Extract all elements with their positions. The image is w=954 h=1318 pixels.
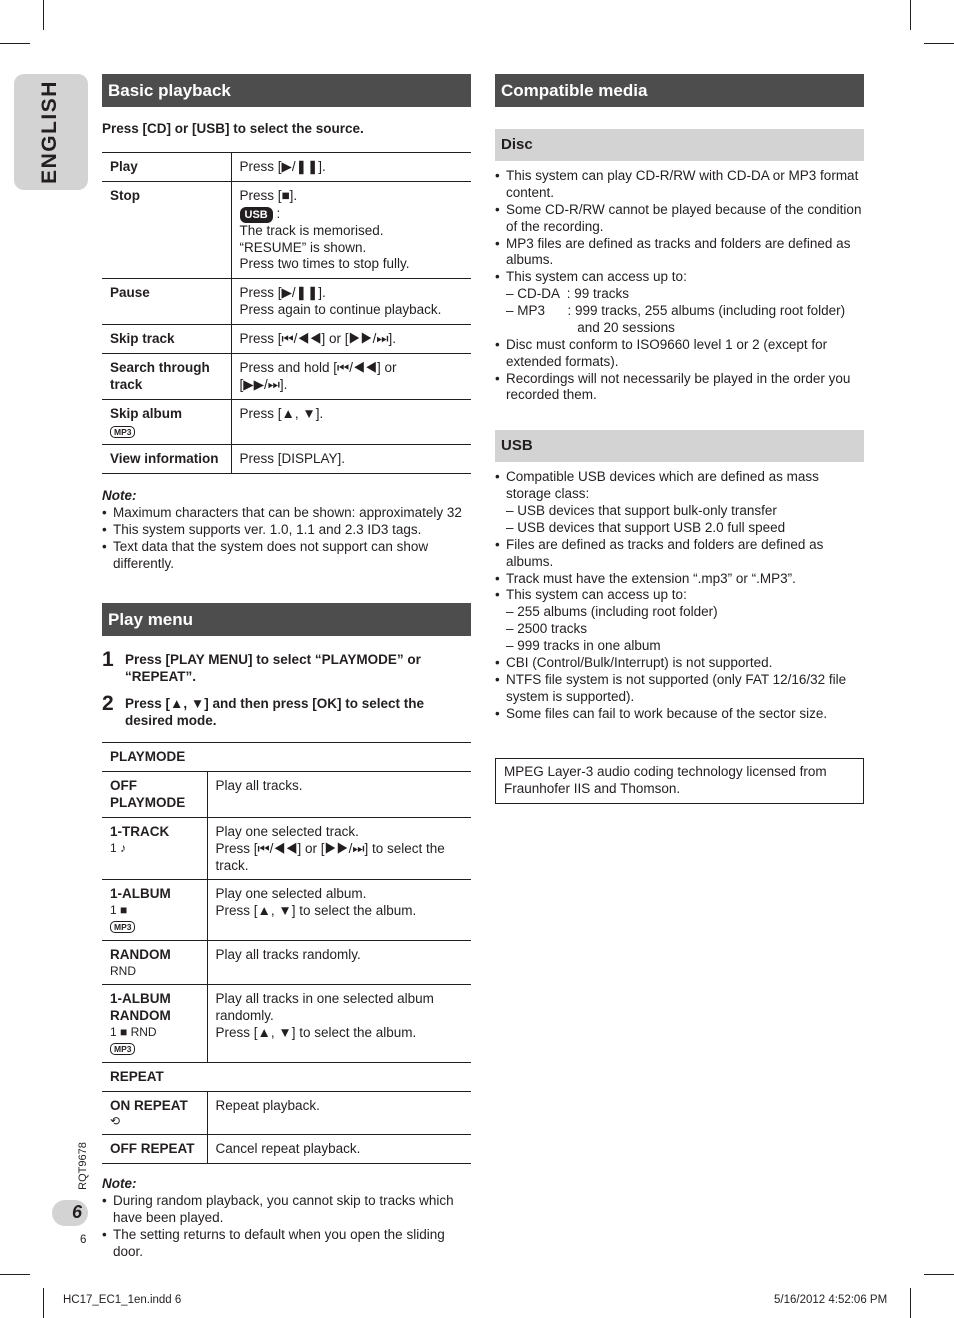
list-item-text: • Some CD-R/RW cannot be played because of the condition of the recording. bbox=[506, 201, 862, 234]
list-subitem: – 255 albums (including root folder) bbox=[506, 604, 718, 620]
mp3-badge: MP3 bbox=[110, 1043, 135, 1055]
page-number: 6 bbox=[72, 1202, 83, 1222]
row-value-cell bbox=[207, 817, 471, 880]
step-1 bbox=[102, 647, 471, 686]
usb-badge: USB bbox=[240, 207, 273, 223]
row-key-cell bbox=[102, 772, 207, 818]
row-value-line: Play all tracks. bbox=[215, 778, 303, 793]
repeat-header bbox=[102, 1062, 471, 1091]
list-item-text: • This system can access up to: bbox=[506, 587, 687, 603]
row-key: Stop bbox=[110, 187, 140, 203]
mode-name: OFF PLAYMODE bbox=[110, 778, 186, 810]
right-column bbox=[495, 74, 864, 722]
row-value-line: Press [▲, ▼]. bbox=[239, 405, 324, 421]
row-key-cell bbox=[102, 1135, 207, 1164]
list-item-text: • Some files can fail to work because of the sector size. bbox=[506, 705, 828, 721]
note-item: • Maximum characters that can be shown: approximately 32 bbox=[102, 505, 471, 522]
list-item bbox=[495, 537, 864, 571]
row-value-cell bbox=[207, 1091, 471, 1135]
repeat-header-cell bbox=[102, 1062, 471, 1091]
row-value-cell bbox=[207, 941, 471, 985]
list-item bbox=[495, 571, 864, 588]
row-key: View information bbox=[110, 451, 219, 467]
mode-name: OFF REPEAT bbox=[110, 1141, 195, 1157]
note-item: • This system supports ver. 1.0, 1.1 and 2.3 ID3 tags. bbox=[102, 522, 471, 539]
table-row bbox=[102, 353, 471, 399]
mode-name: RANDOM bbox=[110, 947, 171, 963]
step-2-text: Press [▲, ▼] and then press [OK] to select the desired mode. bbox=[125, 696, 425, 729]
table-row bbox=[102, 399, 471, 445]
list-item-text: • Disc must conform to ISO9660 level 1 or 2 (except for extended formats). bbox=[506, 336, 828, 369]
crop-mark bbox=[924, 1274, 954, 1275]
crop-mark bbox=[924, 43, 954, 44]
row-key-cell bbox=[102, 1091, 207, 1135]
mode-name: 1-ALBUM RANDOM bbox=[110, 991, 171, 1023]
row-value-cell bbox=[231, 353, 471, 399]
play-menu-note-title: Note: bbox=[102, 1176, 137, 1192]
row-value-line: Cancel repeat playback. bbox=[215, 1141, 361, 1157]
table-row bbox=[102, 1091, 471, 1135]
mode-indicator: 1 ■ bbox=[110, 903, 128, 918]
list-item bbox=[495, 655, 864, 672]
row-value-cell bbox=[231, 181, 471, 279]
page-number-small: 6 bbox=[80, 1234, 87, 1246]
disc-title: Disc bbox=[495, 129, 864, 161]
row-key-cell bbox=[102, 353, 231, 399]
basic-playback-table bbox=[102, 152, 471, 474]
row-value-cell bbox=[231, 399, 471, 445]
table-row bbox=[102, 817, 471, 880]
row-value-line: Press again to continue playback. bbox=[239, 302, 442, 318]
list-item bbox=[495, 236, 864, 270]
list-item-text: • NTFS file system is not supported (only FAT 12/16/32 file system is supported). bbox=[506, 671, 847, 704]
note-item: • Text data that the system does not support can show differently. bbox=[102, 539, 471, 573]
table-row bbox=[102, 941, 471, 985]
mode-indicator: ⟲ bbox=[110, 1114, 121, 1129]
list-subitem: – CD-DA : 99 tracks bbox=[506, 286, 630, 302]
list-subitem: – USB devices that support USB 2.0 full speed bbox=[506, 519, 786, 535]
usb-badge-line: USB : bbox=[240, 205, 464, 223]
list-item-text: • This system can access up to: bbox=[506, 269, 687, 285]
mode-indicator: 1 ■ RND bbox=[110, 1024, 157, 1039]
license-text: MPEG Layer-3 audio coding technology licensed from Fraunhofer IIS and Thomson. bbox=[504, 764, 827, 796]
row-value-line: Press and hold [⏮/◀◀] or bbox=[239, 359, 397, 375]
row-value-line: Play all tracks in one selected album randomly. bbox=[215, 991, 434, 1023]
row-key-cell bbox=[102, 399, 231, 445]
row-key-cell bbox=[102, 880, 207, 941]
row-value-line: Play one selected album. bbox=[215, 886, 367, 902]
page-number-badge bbox=[52, 1200, 88, 1226]
mode-indicator: RND bbox=[110, 964, 136, 978]
row-value-cell bbox=[231, 325, 471, 354]
crop-mark bbox=[0, 1274, 30, 1275]
crop-mark bbox=[0, 43, 30, 44]
row-value-line: “RESUME” is shown. bbox=[239, 239, 367, 255]
mode-name: 1-ALBUM bbox=[110, 886, 171, 902]
basic-playback-notes bbox=[102, 505, 471, 573]
footer-filename: HC17_EC1_1en.indd 6 bbox=[63, 1294, 182, 1306]
mode-name: 1-TRACK bbox=[110, 823, 170, 839]
row-key-cell bbox=[102, 445, 231, 474]
table-row bbox=[102, 772, 471, 818]
footer-timestamp: 5/16/2012 4:52:06 PM bbox=[774, 1294, 888, 1306]
list-item-text: • Files are defined as tracks and folders are defined as albums. bbox=[506, 536, 824, 569]
row-value-line: Press [DISPLAY]. bbox=[239, 451, 346, 467]
playmode-header-label: PLAYMODE bbox=[110, 749, 186, 765]
compatible-media-title: Compatible media bbox=[495, 74, 864, 107]
row-key-cell bbox=[102, 817, 207, 880]
document-code: RQT9678 bbox=[77, 1142, 90, 1190]
row-value-line: Play one selected track. bbox=[215, 823, 359, 839]
play-menu-title: Play menu bbox=[102, 603, 471, 636]
row-value-line: Press [▲, ▼] to select the album. bbox=[215, 1024, 417, 1040]
list-item bbox=[495, 672, 864, 706]
row-key-cell bbox=[102, 279, 231, 325]
row-key-cell bbox=[102, 181, 231, 279]
repeat-header-label: REPEAT bbox=[110, 1068, 164, 1084]
step-1-text: Press [PLAY MENU] to select “PLAYMODE” or “REPEAT”. bbox=[125, 651, 421, 684]
left-column bbox=[102, 74, 471, 1261]
usb-title: USB bbox=[495, 430, 864, 462]
row-key: Skip album bbox=[110, 405, 183, 421]
row-value-line: The track is memorised. bbox=[239, 222, 384, 238]
crop-mark bbox=[910, 1288, 911, 1318]
table-row bbox=[102, 1135, 471, 1164]
row-value-cell bbox=[207, 985, 471, 1063]
list-item bbox=[495, 337, 864, 371]
table-row bbox=[102, 152, 471, 181]
disc-list bbox=[495, 168, 864, 404]
row-value-line: [▶▶/⏭]. bbox=[239, 376, 288, 392]
list-item bbox=[495, 371, 864, 405]
table-row bbox=[102, 985, 471, 1063]
list-item bbox=[495, 587, 864, 655]
row-value-cell bbox=[207, 1135, 471, 1164]
crop-mark bbox=[43, 1288, 44, 1318]
crop-mark bbox=[910, 0, 911, 30]
basic-playback-title: Basic playback bbox=[102, 74, 471, 107]
step-2 bbox=[102, 692, 471, 730]
mp3-badge: MP3 bbox=[110, 426, 135, 438]
crop-mark bbox=[43, 0, 44, 30]
list-subitem: and 20 sessions bbox=[506, 319, 675, 335]
list-item bbox=[495, 269, 864, 337]
row-value-line: Press two times to stop fully. bbox=[239, 256, 410, 272]
row-value-line: Play all tracks randomly. bbox=[215, 947, 361, 963]
row-value-cell bbox=[231, 279, 471, 325]
row-key-cell bbox=[102, 985, 207, 1063]
mode-name: ON REPEAT bbox=[110, 1097, 188, 1113]
note-item: • During random playback, you cannot skip to tracks which have been played. bbox=[102, 1193, 471, 1227]
list-subitem: – USB devices that support bulk-only transfer bbox=[506, 503, 777, 518]
row-key: Skip track bbox=[110, 331, 175, 346]
row-value-cell bbox=[207, 772, 471, 818]
play-menu-notes bbox=[102, 1193, 471, 1261]
row-value-cell bbox=[207, 880, 471, 941]
row-value-line: Press [■]. bbox=[239, 187, 298, 203]
mp3-badge: MP3 bbox=[110, 921, 135, 933]
list-subitem: – MP3 : 999 tracks, 255 albums (including root folder) bbox=[506, 303, 846, 318]
row-value-line: Press [▲, ▼] to select the album. bbox=[215, 903, 417, 919]
playmode-header-cell bbox=[102, 743, 471, 772]
row-key-cell bbox=[102, 941, 207, 985]
mode-indicator: 1 ♪ bbox=[110, 840, 127, 855]
row-value-line: Press [⏮/◀◀] or [▶▶/⏭]. bbox=[239, 331, 396, 346]
row-value-line: Repeat playback. bbox=[215, 1097, 320, 1113]
list-item bbox=[495, 202, 864, 236]
list-item-text: • Track must have the extension “.mp3” or “.MP3”. bbox=[506, 570, 796, 586]
list-item bbox=[495, 168, 864, 202]
note-item: • The setting returns to default when you open the sliding door. bbox=[102, 1227, 471, 1261]
playmode-header bbox=[102, 743, 471, 772]
row-key: Search through track bbox=[110, 359, 210, 392]
list-item-text: • Recordings will not necessarily be played in the order you recorded them. bbox=[506, 370, 851, 403]
table-row bbox=[102, 325, 471, 354]
playmode-table bbox=[102, 742, 471, 1164]
row-key-cell bbox=[102, 152, 231, 181]
list-item-text: • MP3 files are defined as tracks and folders are defined as albums. bbox=[506, 235, 851, 268]
row-key: Pause bbox=[110, 285, 150, 301]
license-box bbox=[495, 758, 864, 804]
row-value-line: Press [▶/❚❚]. bbox=[239, 285, 326, 301]
list-subitem: – 2500 tracks bbox=[506, 621, 588, 637]
list-item-text: • CBI (Control/Bulk/Interrupt) is not supported. bbox=[506, 654, 773, 670]
row-value-cell bbox=[231, 152, 471, 181]
step-2-number: 2 bbox=[102, 692, 114, 716]
table-row bbox=[102, 181, 471, 279]
table-row bbox=[102, 445, 471, 474]
row-key-cell bbox=[102, 325, 231, 354]
usb-list bbox=[495, 469, 864, 722]
step-1-number: 1 bbox=[102, 647, 114, 671]
row-key: Play bbox=[110, 158, 138, 174]
language-label: ENGLISH bbox=[37, 80, 61, 184]
basic-playback-note-title: Note: bbox=[102, 488, 137, 504]
row-value-line: Press [⏮/◀◀] or [▶▶/⏭] to select the track. bbox=[215, 840, 445, 873]
table-row bbox=[102, 279, 471, 325]
list-item-text: • Compatible USB devices which are defined as mass storage class: bbox=[506, 469, 819, 502]
row-value-line: Press [▶/❚❚]. bbox=[239, 158, 326, 174]
basic-playback-intro: Press [CD] or [USB] to select the source. bbox=[102, 121, 364, 136]
list-item-text: • This system can play CD-R/RW with CD-DA or MP3 format content. bbox=[506, 168, 859, 200]
row-value-cell bbox=[231, 445, 471, 474]
list-item bbox=[495, 706, 864, 723]
list-item bbox=[495, 469, 864, 537]
list-subitem: – 999 tracks in one album bbox=[506, 638, 661, 653]
table-row bbox=[102, 880, 471, 941]
